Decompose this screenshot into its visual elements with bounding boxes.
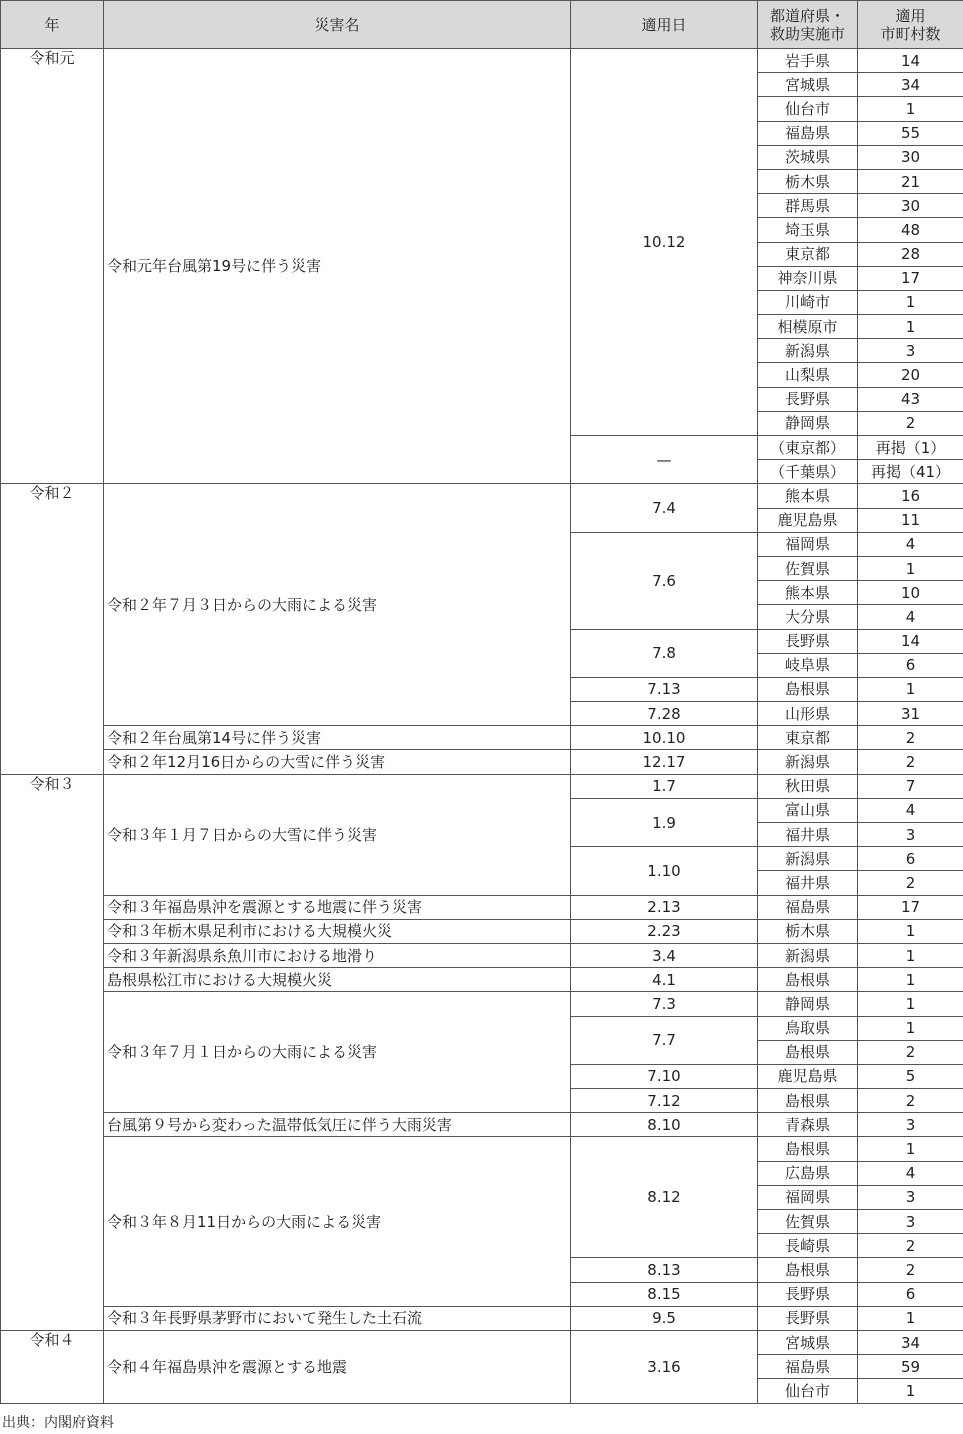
prefecture-cell: 川崎市	[758, 290, 858, 314]
municipality-count-cell: 1	[858, 992, 963, 1016]
municipality-count-cell: 28	[858, 242, 963, 266]
header-count-line1: 適用	[895, 6, 926, 25]
municipality-count-cell: 3	[858, 823, 963, 847]
municipality-count-cell: 1	[858, 1137, 963, 1161]
table-row	[1, 1137, 963, 1161]
application-date-cell: 1.7	[571, 774, 758, 798]
header-row	[1, 1, 963, 49]
prefecture-cell: 岐阜県	[758, 653, 858, 677]
prefecture-cell: 茨城県	[758, 145, 858, 169]
municipality-count-cell: 2	[858, 1040, 963, 1064]
municipality-count-cell: 1	[858, 943, 963, 967]
table-row	[1, 943, 963, 967]
application-date-cell: 8.13	[571, 1258, 758, 1282]
table-row	[1, 774, 963, 798]
municipality-count-cell: 11	[858, 508, 963, 532]
application-date-cell: 2.23	[571, 919, 758, 943]
application-date-cell: 7.28	[571, 702, 758, 726]
application-date-cell: 10.12	[571, 49, 758, 436]
municipality-count-cell: 2	[858, 726, 963, 750]
header-year: 年	[1, 1, 104, 49]
header-count-line2: 市町村数	[880, 24, 941, 43]
prefecture-cell: 長崎県	[758, 1234, 858, 1258]
application-date-cell: 1.9	[571, 798, 758, 846]
disaster-name-cell: 令和３年長野県茅野市において発生した土石流	[104, 1306, 571, 1330]
application-date-cell: 2.13	[571, 895, 758, 919]
application-date-cell: 7.8	[571, 629, 758, 677]
prefecture-cell: 新潟県	[758, 943, 858, 967]
disaster-name-cell: 令和２年７月３日からの大雨による災害	[104, 484, 571, 726]
table-row	[1, 726, 963, 750]
municipality-count-cell: 4	[858, 532, 963, 556]
prefecture-cell: 熊本県	[758, 484, 858, 508]
municipality-count-cell: 59	[858, 1355, 963, 1379]
application-date-cell: 7.10	[571, 1064, 758, 1088]
municipality-count-cell: 3	[858, 1185, 963, 1209]
prefecture-cell: 福岡県	[758, 532, 858, 556]
prefecture-cell: 島根県	[758, 968, 858, 992]
prefecture-cell: （東京都）	[758, 436, 858, 460]
table-body	[1, 49, 963, 1404]
disaster-name-cell: 令和２年12月16日からの大雪に伴う災害	[104, 750, 571, 774]
disaster-name-cell: 島根県松江市における大規模火災	[104, 968, 571, 992]
table-row	[1, 992, 963, 1016]
table-row	[1, 919, 963, 943]
prefecture-cell: 宮城県	[758, 1330, 858, 1354]
prefecture-cell: 栃木県	[758, 919, 858, 943]
municipality-count-cell: 1	[858, 1016, 963, 1040]
prefecture-cell: 埼玉県	[758, 218, 858, 242]
prefecture-cell: 相模原市	[758, 315, 858, 339]
table-row	[1, 1113, 963, 1137]
municipality-count-cell: 17	[858, 895, 963, 919]
prefecture-cell: 長野県	[758, 387, 858, 411]
municipality-count-cell: 20	[858, 363, 963, 387]
table-row	[1, 750, 963, 774]
municipality-count-cell: 2	[858, 750, 963, 774]
prefecture-cell: 広島県	[758, 1161, 858, 1185]
municipality-count-cell: 5	[858, 1064, 963, 1088]
municipality-count-cell: 14	[858, 49, 963, 73]
municipality-count-cell: 再掲（1）	[858, 436, 963, 460]
header-disaster-name: 災害名	[104, 1, 571, 49]
disaster-name-cell: 台風第９号から変わった温帯低気圧に伴う大雨災害	[104, 1113, 571, 1137]
application-date-cell: 1.10	[571, 847, 758, 895]
municipality-count-cell: 34	[858, 73, 963, 97]
municipality-count-cell: 48	[858, 218, 963, 242]
prefecture-cell: 新潟県	[758, 847, 858, 871]
prefecture-cell: 東京都	[758, 242, 858, 266]
year-cell: 令和元	[1, 49, 104, 484]
prefecture-cell: 栃木県	[758, 169, 858, 193]
municipality-count-cell: 30	[858, 194, 963, 218]
prefecture-cell: 福島県	[758, 895, 858, 919]
municipality-count-cell: 4	[858, 798, 963, 822]
source-note: 出典：内閣府資料	[2, 1415, 114, 1431]
municipality-count-cell: 2	[858, 1234, 963, 1258]
municipality-count-cell: 34	[858, 1330, 963, 1354]
prefecture-cell: 鹿児島県	[758, 508, 858, 532]
prefecture-cell: 福島県	[758, 1355, 858, 1379]
disaster-name-cell: 令和３年栃木県足利市における大規模火災	[104, 919, 571, 943]
municipality-count-cell: 2	[858, 1089, 963, 1113]
application-date-cell: 7.6	[571, 532, 758, 629]
municipality-count-cell: 1	[858, 1379, 963, 1403]
application-date-cell: 7.12	[571, 1089, 758, 1113]
prefecture-cell: 佐賀県	[758, 1210, 858, 1234]
table-row	[1, 1306, 963, 1330]
municipality-count-cell: 3	[858, 1113, 963, 1137]
prefecture-cell: 長野県	[758, 1306, 858, 1330]
header-prefecture-line1: 都道府県・	[769, 6, 845, 25]
application-date-cell: 10.10	[571, 726, 758, 750]
municipality-count-cell: 4	[858, 1161, 963, 1185]
prefecture-cell: 島根県	[758, 1089, 858, 1113]
prefecture-cell: 島根県	[758, 677, 858, 701]
prefecture-cell: 静岡県	[758, 992, 858, 1016]
prefecture-cell: 福島県	[758, 121, 858, 145]
prefecture-cell: 岩手県	[758, 49, 858, 73]
header-prefecture	[758, 1, 858, 49]
prefecture-cell: 静岡県	[758, 411, 858, 435]
application-date-cell: 8.10	[571, 1113, 758, 1137]
prefecture-cell: 新潟県	[758, 750, 858, 774]
prefecture-cell: 佐賀県	[758, 556, 858, 580]
municipality-count-cell: 17	[858, 266, 963, 290]
municipality-count-cell: 21	[858, 169, 963, 193]
prefecture-cell: 神奈川県	[758, 266, 858, 290]
prefecture-cell: （千葉県）	[758, 460, 858, 484]
municipality-count-cell: 1	[858, 290, 963, 314]
table-row	[1, 1330, 963, 1354]
application-date-cell: 7.3	[571, 992, 758, 1016]
prefecture-cell: 福井県	[758, 871, 858, 895]
prefecture-cell: 仙台市	[758, 1379, 858, 1403]
municipality-count-cell: 2	[858, 411, 963, 435]
prefecture-cell: 島根県	[758, 1258, 858, 1282]
prefecture-cell: 群馬県	[758, 194, 858, 218]
application-date-cell: —	[571, 436, 758, 484]
prefecture-cell: 福岡県	[758, 1185, 858, 1209]
application-date-cell: 3.16	[571, 1330, 758, 1403]
municipality-count-cell: 31	[858, 702, 963, 726]
application-date-cell: 7.13	[571, 677, 758, 701]
prefecture-cell: 新潟県	[758, 339, 858, 363]
header-date: 適用日	[571, 1, 758, 49]
prefecture-cell: 大分県	[758, 605, 858, 629]
application-date-cell: 7.7	[571, 1016, 758, 1064]
municipality-count-cell: 1	[858, 677, 963, 701]
disaster-name-cell: 令和３年福島県沖を震源とする地震に伴う災害	[104, 895, 571, 919]
municipality-count-cell: 1	[858, 97, 963, 121]
year-cell: 令和３	[1, 774, 104, 1330]
municipality-count-cell: 16	[858, 484, 963, 508]
prefecture-cell: 仙台市	[758, 97, 858, 121]
prefecture-cell: 島根県	[758, 1040, 858, 1064]
table-row	[1, 968, 963, 992]
prefecture-cell: 山形県	[758, 702, 858, 726]
prefecture-cell: 長野県	[758, 1282, 858, 1306]
municipality-count-cell: 3	[858, 1210, 963, 1234]
application-date-cell: 12.17	[571, 750, 758, 774]
prefecture-cell: 青森県	[758, 1113, 858, 1137]
municipality-count-cell: 4	[858, 605, 963, 629]
prefecture-cell: 島根県	[758, 1137, 858, 1161]
municipality-count-cell: 3	[858, 339, 963, 363]
application-date-cell: 3.4	[571, 943, 758, 967]
municipality-count-cell: 1	[858, 556, 963, 580]
table-row	[1, 49, 963, 73]
application-date-cell: 9.5	[571, 1306, 758, 1330]
disaster-name-cell: 令和３年１月７日からの大雪に伴う災害	[104, 774, 571, 895]
municipality-count-cell: 1	[858, 968, 963, 992]
prefecture-cell: 熊本県	[758, 581, 858, 605]
municipality-count-cell: 2	[858, 1258, 963, 1282]
municipality-count-cell: 55	[858, 121, 963, 145]
municipality-count-cell: 1	[858, 1306, 963, 1330]
municipality-count-cell: 1	[858, 315, 963, 339]
disaster-name-cell: 令和元年台風第19号に伴う災害	[104, 49, 571, 484]
municipality-count-cell: 10	[858, 581, 963, 605]
municipality-count-cell: 1	[858, 919, 963, 943]
prefecture-cell: 宮城県	[758, 73, 858, 97]
prefecture-cell: 山梨県	[758, 363, 858, 387]
table-row	[1, 484, 963, 508]
application-date-cell: 4.1	[571, 968, 758, 992]
disaster-name-cell: 令和３年８月11日からの大雨による災害	[104, 1137, 571, 1306]
municipality-count-cell: 14	[858, 629, 963, 653]
municipality-count-cell: 再掲（41）	[858, 460, 963, 484]
application-date-cell: 8.15	[571, 1282, 758, 1306]
municipality-count-cell: 7	[858, 774, 963, 798]
disaster-name-cell: 令和３年新潟県糸魚川市における地滑り	[104, 943, 571, 967]
prefecture-cell: 福井県	[758, 823, 858, 847]
prefecture-cell: 東京都	[758, 726, 858, 750]
prefecture-cell: 富山県	[758, 798, 858, 822]
header-municipality-count	[858, 1, 963, 49]
disaster-name-cell: 令和２年台風第14号に伴う災害	[104, 726, 571, 750]
disaster-name-cell: 令和３年７月１日からの大雨による災害	[104, 992, 571, 1113]
municipality-count-cell: 43	[858, 387, 963, 411]
table-row	[1, 895, 963, 919]
municipality-count-cell: 6	[858, 653, 963, 677]
prefecture-cell: 秋田県	[758, 774, 858, 798]
application-date-cell: 7.4	[571, 484, 758, 532]
prefecture-cell: 鳥取県	[758, 1016, 858, 1040]
municipality-count-cell: 6	[858, 847, 963, 871]
header-prefecture-line2: 救助実施市	[769, 24, 845, 43]
prefecture-cell: 長野県	[758, 629, 858, 653]
prefecture-cell: 鹿児島県	[758, 1064, 858, 1088]
year-cell: 令和４	[1, 1330, 104, 1403]
municipality-count-cell: 30	[858, 145, 963, 169]
municipality-count-cell: 2	[858, 871, 963, 895]
municipality-count-cell: 6	[858, 1282, 963, 1306]
year-cell: 令和２	[1, 484, 104, 774]
application-date-cell: 8.12	[571, 1137, 758, 1258]
disaster-name-cell: 令和４年福島県沖を震源とする地震	[104, 1330, 571, 1403]
